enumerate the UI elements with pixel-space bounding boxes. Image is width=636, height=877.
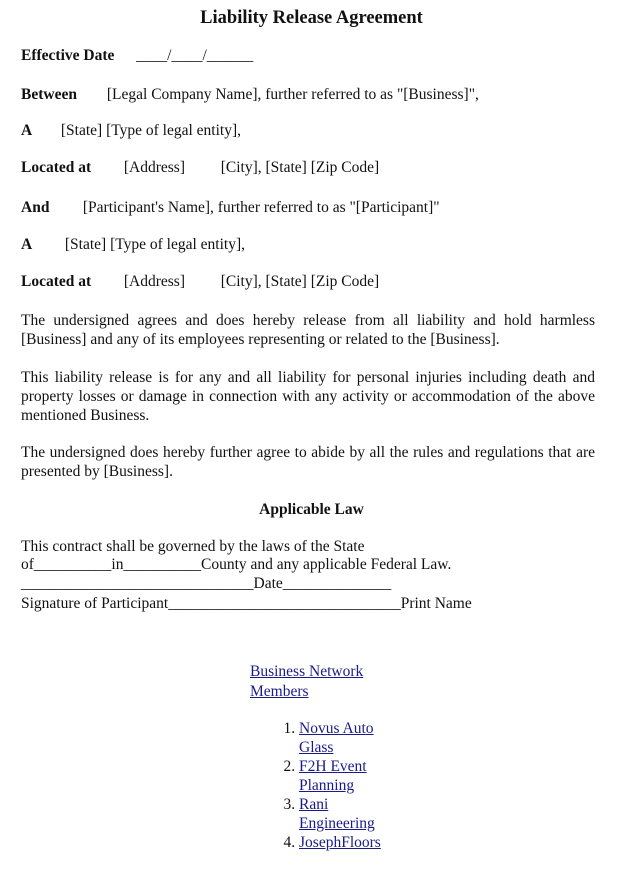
- date-label: Date: [253, 575, 283, 592]
- in-text: in: [111, 556, 124, 573]
- signature-label: Signature of Participant: [21, 595, 169, 612]
- members-list: [270, 719, 399, 852]
- county-rest-text: County and any applicable Federal Law.: [200, 556, 452, 573]
- participant-location-row: [21, 273, 379, 292]
- between-text: [Legal Company Name], further referred to as "[Business]",: [106, 86, 479, 103]
- state-blank: __________: [33, 556, 112, 573]
- print-name-label: Print Name: [400, 595, 472, 612]
- document-title: Liability Release Agreement: [200, 8, 423, 28]
- participant-address: [Address]: [123, 273, 185, 290]
- between-row: [21, 86, 479, 105]
- date-line: [21, 575, 391, 594]
- participant-city-state-zip: [City], [State] [Zip Code]: [220, 273, 380, 290]
- member-link-josephfloors[interactable]: JosephFloors: [299, 834, 381, 851]
- business-location-row: [21, 159, 379, 178]
- business-address: [Address]: [123, 159, 185, 176]
- business-city-state-zip: [City], [State] [Zip Code]: [220, 159, 380, 176]
- list-item: [299, 833, 399, 852]
- applicable-law-heading: Applicable Law: [259, 501, 364, 518]
- county-line: [21, 556, 451, 575]
- print-name-blank: ______________________________: [168, 595, 401, 612]
- members-heading-link[interactable]: Business Network Members: [250, 663, 364, 700]
- signature-line: [21, 595, 472, 614]
- member-link-f2h[interactable]: F2H Event Planning: [299, 758, 367, 794]
- business-location-label: Located at: [21, 159, 92, 176]
- member-link-novus[interactable]: Novus Auto Glass: [299, 720, 374, 756]
- rules-paragraph: The undersigned does hereby further agree to abide by all the rules and regulations that are presented by [Business].: [21, 444, 595, 480]
- and-label: And: [21, 199, 50, 216]
- and-row: [21, 199, 440, 218]
- scope-paragraph: This liability release is for any and all liability for personal injuries including death and property losses or damage in connection with any activity or accommodation of the above mentioned Business.: [21, 369, 595, 424]
- member-link-rani[interactable]: Rani Engineering: [299, 796, 375, 832]
- business-entity-row: [21, 122, 241, 141]
- effective-date-blank: ____/____/______: [136, 47, 254, 64]
- list-item: [299, 719, 399, 757]
- date-blank: ______________: [282, 575, 392, 592]
- release-paragraph: The undersigned agrees and does hereby release from all liability and hold harmless [Business] and any of its employees representing or related to the [Business].: [21, 312, 595, 348]
- list-item: [299, 795, 399, 833]
- participant-entity-text: [State] [Type of legal entity],: [64, 236, 245, 253]
- between-label: Between: [21, 86, 77, 103]
- of-text: of: [21, 556, 34, 573]
- business-entity-text: [State] [Type of legal entity],: [60, 122, 241, 139]
- effective-date-label: Effective Date: [21, 47, 115, 64]
- and-text: [Participant's Name], further referred to as "[Participant]": [82, 199, 440, 216]
- participant-location-label: Located at: [21, 273, 92, 290]
- governing-law-line: This contract shall be governed by the laws of the State: [21, 538, 365, 555]
- participant-entity-row: [21, 236, 245, 255]
- effective-date-row: [21, 47, 253, 66]
- signature-blank: ______________________________: [21, 575, 254, 592]
- participant-entity-label: A: [21, 236, 33, 253]
- business-entity-label: A: [21, 122, 33, 139]
- county-blank: __________: [123, 556, 201, 573]
- list-item: [299, 757, 399, 795]
